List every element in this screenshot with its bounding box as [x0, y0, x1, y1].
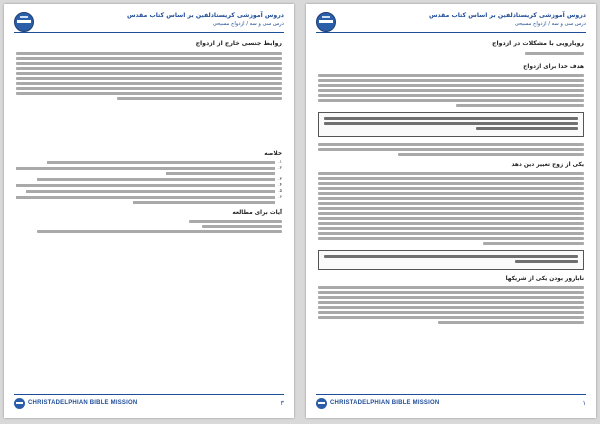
paragraph — [16, 52, 282, 100]
summary-list — [16, 161, 282, 204]
list-item: ۵. — [16, 190, 282, 193]
header-divider — [14, 32, 284, 33]
header-title: دروس آموزشی کریستادلفین بر اساس کتاب مقدس — [126, 12, 284, 19]
globe-logo-icon — [316, 398, 327, 409]
references-title: آیات برای مطالعه — [232, 210, 282, 216]
header-subtitle: درس سی و سه / ازدواج مسیحی — [514, 21, 586, 27]
section-heading-infertility: نابارور بودن یکی از شریکها — [505, 276, 584, 282]
page-number: ۱ — [582, 400, 586, 407]
list-item: ۶. — [16, 196, 282, 204]
list-item: ۲. — [16, 167, 282, 175]
reading-note — [318, 52, 584, 58]
page-heading: روابط جنسی خارج از ازدواج — [195, 40, 282, 47]
paragraph — [318, 74, 584, 107]
footer-brand: CHRISTADELPHIAN BIBLE MISSION — [330, 400, 440, 406]
paragraph — [318, 286, 584, 324]
header-title: دروس آموزشی کریستادلفین بر اساس کتاب مقدس — [428, 12, 586, 19]
list-item: ۳. — [16, 178, 282, 181]
paragraph — [318, 172, 584, 245]
page-content — [318, 40, 584, 329]
paragraph — [318, 143, 584, 156]
section-heading-conversion: یکی از زوج تغییر دین دهد — [511, 162, 584, 168]
page-footer — [316, 394, 586, 412]
footer-divider — [316, 394, 586, 395]
list-item: ۱. — [16, 161, 282, 164]
summary-title: خلاصه — [264, 151, 282, 157]
page-heading: رویارویی با مشکلات در ازدواج — [492, 40, 584, 47]
pull-quote — [318, 250, 584, 270]
globe-logo-icon — [316, 12, 336, 32]
header-subtitle: درس سی و سه / ازدواج مسیحی — [212, 21, 284, 27]
footer-divider — [14, 394, 284, 395]
page-number: ۳ — [280, 400, 284, 407]
page-header — [14, 12, 284, 34]
page-content — [16, 40, 282, 238]
globe-logo-icon — [14, 12, 34, 32]
section-heading-purpose: هدف خدا برای ازدواج — [523, 64, 584, 70]
page-left — [4, 4, 294, 418]
globe-logo-icon — [14, 398, 25, 409]
pull-quote — [318, 112, 584, 137]
header-divider — [316, 32, 586, 33]
list-item: ۴. — [16, 184, 282, 187]
page-header — [316, 12, 586, 34]
page-right — [306, 4, 596, 418]
references-list — [16, 220, 282, 233]
page-footer — [14, 394, 284, 412]
footer-brand: CHRISTADELPHIAN BIBLE MISSION — [28, 400, 138, 406]
